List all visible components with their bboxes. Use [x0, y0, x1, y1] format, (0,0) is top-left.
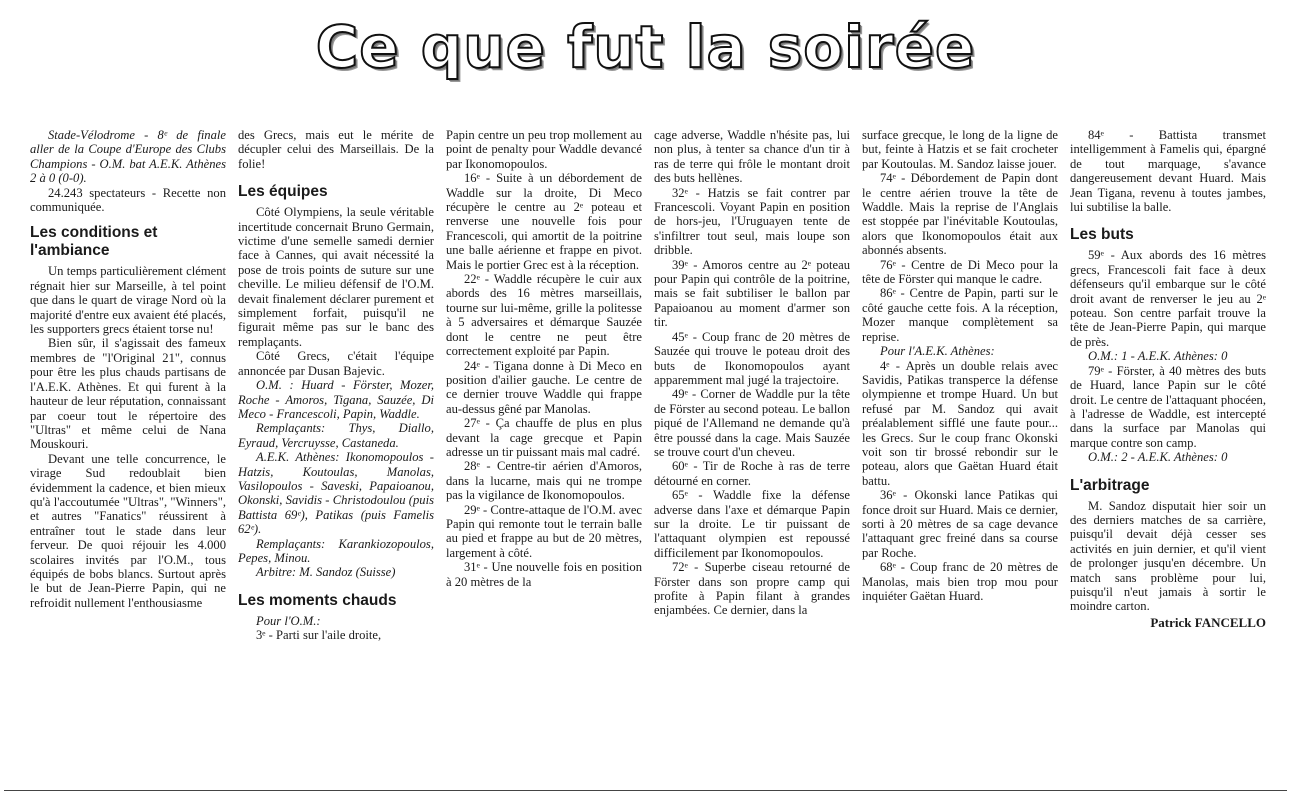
- moment-entry: 84ᵉ - Battista transmet intelligemment à Famelis qui, épargné de tout marquage, s'avance dangereusement devant Huard. Mais Jean Tigana, revenu à toutes jambes, lui subtilise la balle.: [1070, 128, 1266, 215]
- moment-entry: 86ᵉ - Centre de Papin, parti sur le côté gauche cette fois. A la réception, Mozer manque complètement sa reprise.: [862, 286, 1058, 344]
- moment-entry: 3ᵉ - Parti sur l'aile droite,: [256, 628, 382, 643]
- moment-entry: 76ᵉ - Centre de Di Meco pour la tête de Förster qui manque le cadre.: [862, 257, 1058, 287]
- moment-entry: 45ᵉ - Coup franc de 20 mètres de Sauzée qui trouve le poteau droit des buts de Ikonomopoulos ayant apparemment mal jugé la trajectoire.: [654, 329, 850, 387]
- moment-entry: 28ᵉ - Centre-tir aérien d'Amoros, dans la lucarne, mais qui ne trompe pas la vigilance de Ikonomopoulos.: [446, 459, 642, 503]
- bottom-rule: [4, 790, 1287, 791]
- column-6: [1070, 128, 1266, 784]
- column-4: [654, 128, 850, 784]
- paragraph: Papin centre un peu trop mollement au point de penalty pour Waddle devancé par Ikonomopoulos.: [446, 128, 642, 171]
- headline: Ce que fut la soirée: [315, 13, 976, 81]
- subheading-pour-aek: Pour l'A.E.K. Athènes:: [880, 344, 995, 359]
- column-5: [862, 128, 1058, 784]
- score-line: O.M.: 2 - A.E.K. Athènes: 0: [1088, 450, 1228, 465]
- heading-moments: Les moments chauds: [238, 591, 397, 609]
- goal-entry: 79ᵉ - Förster, à 40 mètres des buts de Huard, lance Papin sur le côté droit. Le centre de l'attaquant phocéen, à l'adresse de Waddle, est intercepté dans la surface par Manolas qui marque contre son camp.: [1070, 363, 1266, 450]
- heading-arbitrage: L'arbitrage: [1070, 476, 1150, 494]
- column-3: [446, 128, 642, 784]
- paragraph: Côté Olympiens, la seule véritable incertitude concernait Bruno Germain, victime d'une semelle samedi dernier face à Cannes, qui avait nécessité la pose de trois points de suture sur une cheville. Le milieu défensif de l'O.M. devait finalement déclarer purement et simplement forfait, puisqu'il ne figurait même pas sur le banc des remplaçants.: [238, 205, 434, 349]
- moment-entry: 27ᵉ - Ça chauffe de plus en plus devant la cage grecque et Papin adresse un tir puissant mais mal cadré.: [446, 416, 642, 459]
- subheading-pour-om: Pour l'O.M.:: [256, 613, 321, 628]
- goal-entry: 59ᵉ - Aux abords des 16 mètres grecs, Francescoli fait face à deux défenseurs qu'il embarque sur le côté droit avant de renverser le jeu au 2ᵉ poteau. Son centre parfait trouve la tête de Jean-Pierre Papin, qui marque de près.: [1070, 248, 1266, 349]
- match-intro: Stade-Vélodrome - 8ᵉ de finale aller de la Coupe d'Europe des Clubs Champions - O.M. bat A.E.K. Athènes 2 à 0 (0-0).: [30, 128, 226, 186]
- moment-entry: 49ᵉ - Corner de Waddle pur la tête de Förster au second poteau. Le ballon piqué de l'Allemand ne demande qu'à être poussé dans la cage. Mais Sauzée se trouve court d'un cheveu.: [654, 387, 850, 459]
- paragraph: surface grecque, le long de la ligne de but, feinte à Hatzis et se fait crocheter par Koutoulas. M. Sandoz laisse jouer.: [862, 128, 1058, 171]
- author-signature: Patrick FANCELLO: [1150, 614, 1266, 630]
- column-2: [238, 128, 434, 784]
- paragraph: Devant une telle concurrence, le virage Sud redoublait bien évidemment la cadence, et bien mieux qu'à l'accoutumée "Ultras", "Winners", et autres "Fanatics" réussirent à entraîner tout le stade dans leur ferveur. De quoi réjouir les 4.000 scolaires invités par l'O.M., tous équipés de bobs blancs. Surtout après le but de Jean-Pierre Papin, qui ne refroidit nullement l'enthousiasme: [30, 451, 226, 610]
- paragraph: Un temps particulièrement clément régnait hier sur Marseille, à tel point que dans le quart de virage Nord où la majorité d'entre eux avaient été placés, les supporters grecs étaient torse nu!: [30, 264, 226, 337]
- article-columns: [30, 128, 1270, 784]
- heading-equipes: Les équipes: [238, 183, 328, 201]
- paragraph: cage adverse, Waddle n'hésite pas, lui non plus, à tenter sa chance d'un tir à ras de terre qui frôle le montant droit des buts hellènes.: [654, 128, 850, 186]
- attendance: 24.243 spectateurs - Recette non communiquée.: [30, 185, 226, 215]
- paragraph: Bien sûr, il s'agissait des fameux membres de "l'Original 21", connus pour être les plus chauds partisans de l'A.E.K. Athènes. Et qui furent à la hauteur de leur réputation, connaissant par coeur tout le répertoire des "Ultras" et même celui de Nana Mouskouri.: [30, 336, 226, 452]
- paragraph: Côté Grecs, c'était l'équipe annoncée par Dusan Bajevic.: [238, 349, 434, 378]
- moment-entry: 60ᵉ - Tir de Roche à ras de terre détourné en corner.: [654, 459, 850, 488]
- moment-entry: 24ᵉ - Tigana donne à Di Meco en position d'ailier gauche. Le centre de ce dernier trouve Waddle qui frappe au-dessus gêné par Manolas.: [446, 358, 642, 416]
- moment-entry: 68ᵉ - Coup franc de 20 mètres de Manolas, mais bien trop mou pour inquiéter Gaëtan Huard.: [862, 560, 1058, 603]
- moment-entry: 16ᵉ - Suite à un débordement de Waddle sur la droite, Di Meco récupère le centre au 2ᵉ poteau et renverse une nouvelle fois pour Francescoli, qui amortit de la poitrine une balle aérienne et frappe en pivot. Mais le portier Grec est à la réception.: [446, 171, 642, 272]
- moment-entry: 22ᵉ - Waddle récupère le cuir aux abords des 16 mètres marseillais, tourne sur lui-même, grille la politesse à 5 adversaires et démarque Sauzée dont le centre ne peut être correctement exploité par Papin.: [446, 272, 642, 359]
- lineup-om: O.M. : Huard - Förster, Mozer, Roche - Amoros, Tigana, Sauzée, Di Meco - Francescoli, Papin, Waddle.: [238, 378, 434, 421]
- substitutes-aek: Remplaçants: Karankiozopoulos, Pepes, Minou.: [238, 536, 434, 565]
- paragraph: des Grecs, mais eut le mérite de décupler celui des Marseillais. De la folie!: [238, 128, 434, 171]
- score-line: O.M.: 1 - A.E.K. Athènes: 0: [1088, 349, 1228, 364]
- moment-entry: 74ᵉ - Débordement de Papin dont le centre aérien trouve la tête de Waddle. Mais la reprise de l'Anglais est stoppée par l'inévitable Koutoulas, alors que Ikonomopoulos était aux abonnés absents.: [862, 171, 1058, 258]
- referee: Arbitre: M. Sandoz (Suisse): [256, 565, 396, 580]
- moment-entry: 31ᵉ - Une nouvelle fois en position à 20 mètres de la: [446, 560, 642, 589]
- substitutes-om: Remplaçants: Thys, Diallo, Eyraud, Vercruysse, Castaneda.: [238, 421, 434, 450]
- moment-entry: 32ᵉ - Hatzis se fait contrer par Francescoli. Voyant Papin en position de hors-jeu, l'Uruguayen tente de s'infiltrer tout seul, mais loupe son dribble.: [654, 185, 850, 258]
- moment-entry: 36ᵉ - Okonski lance Patikas qui fonce droit sur Huard. Mais ce dernier, sorti à 20 mètres de sa cage devance l'attaquant grec freiné dans sa course par Roche.: [862, 488, 1058, 560]
- moment-entry: 72ᵉ - Superbe ciseau retourné de Förster dans son propre camp qui profite à Papin filant à grandes enjambées. Ce dernier, dans la: [654, 560, 850, 618]
- column-1: [30, 128, 226, 784]
- paragraph: M. Sandoz disputait hier soir un des derniers matches de sa carrière, puisqu'il devait déjà cesser ses activités en juin dernier, et qu'il vient de prolonger jusqu'en décembre. Un match sans problème pour lui, puisqu'il n'eut jamais à sortir le moindre carton.: [1070, 498, 1266, 614]
- heading-conditions: Les conditions et l'ambiance: [30, 224, 158, 260]
- moment-entry: 29ᵉ - Contre-attaque de l'O.M. avec Papin qui remonte tout le terrain balle au pied et frappe au but de 20 mètres, largement à côté.: [446, 502, 642, 560]
- lineup-aek: A.E.K. Athènes: Ikonomopoulos - Hatzis, Koutoulas, Manolas, Vasilopoulos - Saveski, Papaioanou, Okonski, Savidis - Christodoulou (puis Battista 69ᵉ), Patikas (puis Famelis 62ᵉ).: [238, 450, 434, 537]
- moment-entry: 65ᵉ - Waddle fixe la défense adverse dans l'axe et démarque Papin sur la droite. Le tir puissant de l'attaquant olympien est repoussé difficilement par Ikonomopoulos.: [654, 488, 850, 560]
- heading-buts: Les buts: [1070, 226, 1134, 244]
- moment-entry: 39ᵉ - Amoros centre au 2ᵉ poteau pour Papin qui contrôle de la poitrine, mais se fait subtiliser le ballon par Papaioanou au moment d'armer son tir.: [654, 257, 850, 330]
- moment-entry: 4ᵉ - Après un double relais avec Savidis, Patikas transperce la défense olympienne et trompe Huard. Un but refusé par M. Sandoz qui avait préalablement sifflé une faute pour... les Grecs. Sur le coup franc Okonski voit son tir brossé rebondir sur le poteau, alors que Gaëtan Huard était battu.: [862, 358, 1058, 488]
